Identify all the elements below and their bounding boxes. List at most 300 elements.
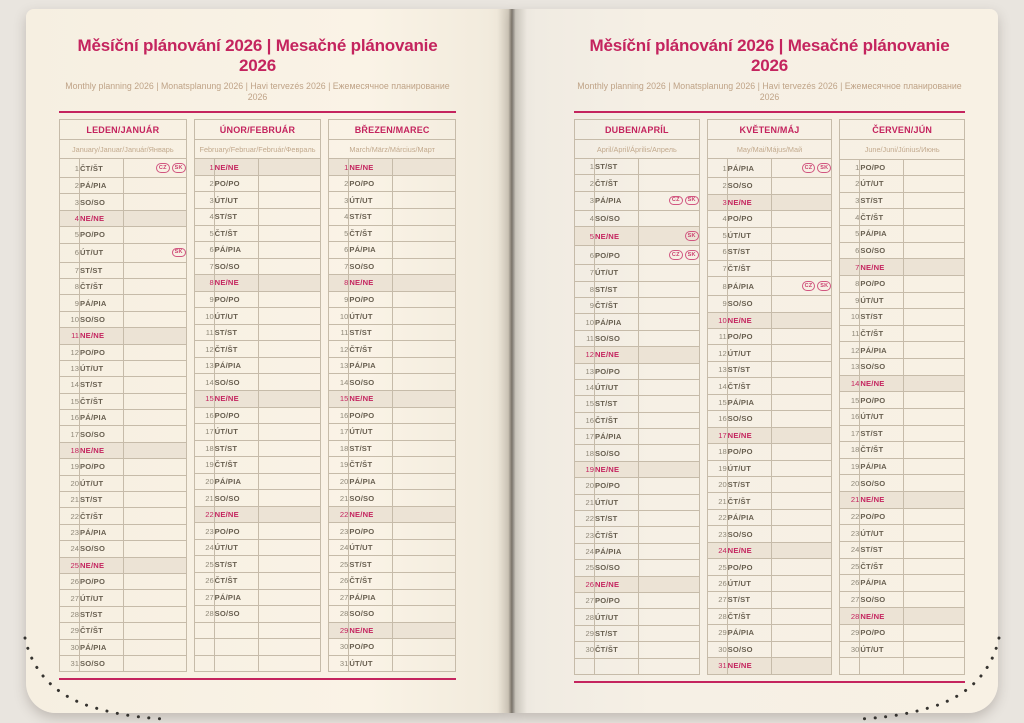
- day-row: [840, 408, 965, 425]
- day-note-cell: [904, 259, 965, 276]
- day-weekday: PO/PO: [80, 344, 124, 360]
- day-note-cell: [393, 655, 456, 672]
- day-number: 31: [60, 655, 80, 671]
- day-weekday: PO/PO: [349, 639, 393, 656]
- day-weekday: ST/ST: [214, 556, 258, 573]
- day-note-cell: [904, 425, 965, 442]
- day-weekday: PO/PO: [727, 211, 771, 227]
- day-weekday: ČT/ŠT: [80, 623, 124, 639]
- day-note-cell: [258, 159, 321, 176]
- day-note-cell: [124, 573, 187, 589]
- day-number: 27: [329, 589, 349, 606]
- day-number: 29: [575, 625, 595, 641]
- day-weekday: SO/SO: [80, 426, 124, 442]
- day-number: 15: [194, 391, 214, 408]
- blank-weekday-cell: [214, 622, 258, 639]
- months-row: [574, 119, 965, 675]
- day-number: 24: [194, 539, 214, 556]
- day-row: [707, 244, 832, 260]
- day-note-cell: [258, 424, 321, 441]
- day-note-cell: [771, 608, 832, 624]
- day-row: [194, 159, 321, 176]
- day-number: 9: [707, 296, 727, 312]
- day-weekday: ÚT/UT: [80, 475, 124, 491]
- day-row: [194, 324, 321, 341]
- day-row: [707, 542, 832, 558]
- day-note-cell: [258, 242, 321, 259]
- day-weekday: SO/SO: [349, 606, 393, 623]
- day-weekday: ČT/ŠT: [595, 412, 639, 428]
- day-note-cell: [393, 341, 456, 358]
- day-note-cell: [904, 458, 965, 475]
- day-weekday: NE/NE: [214, 159, 258, 176]
- day-number: 20: [194, 473, 214, 490]
- day-number: 23: [60, 524, 80, 540]
- day-note-cell: [904, 375, 965, 392]
- page-title: Měsíční plánování 2026 | Mesačné plánovanie 2026: [589, 36, 950, 75]
- day-row: [575, 330, 700, 346]
- day-note-cell: [258, 225, 321, 242]
- day-weekday: NE/NE: [860, 259, 904, 276]
- day-row: [707, 641, 832, 657]
- day-row: [329, 490, 456, 507]
- day-weekday: ST/ST: [349, 209, 393, 226]
- day-weekday: SO/SO: [214, 258, 258, 275]
- day-row: [60, 655, 187, 671]
- day-weekday: PO/PO: [595, 363, 639, 379]
- day-weekday: ST/ST: [214, 324, 258, 341]
- day-number: 23: [840, 525, 860, 542]
- month-table: [328, 119, 456, 672]
- day-weekday: ST/ST: [595, 396, 639, 412]
- day-note-cell: [124, 311, 187, 327]
- day-number: 19: [575, 461, 595, 477]
- day-note-cell: [639, 625, 700, 641]
- day-row: [194, 275, 321, 292]
- day-weekday: ČT/ŠT: [727, 260, 771, 276]
- day-weekday: PO/PO: [727, 444, 771, 460]
- day-row: [329, 573, 456, 590]
- day-note-cell: [124, 262, 187, 278]
- day-weekday: ST/ST: [80, 492, 124, 508]
- day-note-cell: [639, 461, 700, 477]
- day-weekday: SO/SO: [595, 560, 639, 576]
- day-note-cell: [258, 374, 321, 391]
- day-note-cell: [393, 192, 456, 209]
- day-row: [840, 325, 965, 342]
- day-number: 8: [329, 275, 349, 292]
- day-row: [575, 281, 700, 297]
- day-number: 15: [840, 392, 860, 409]
- day-row: [60, 194, 187, 210]
- holiday-badge-cz-icon: CZ: [669, 196, 683, 206]
- day-row: [194, 424, 321, 441]
- day-number: 10: [575, 314, 595, 330]
- day-note-cell: [258, 308, 321, 325]
- day-note-cell: [639, 210, 700, 226]
- day-number: 24: [60, 541, 80, 557]
- day-row: [707, 328, 832, 344]
- day-number: 16: [840, 408, 860, 425]
- day-row: [329, 175, 456, 192]
- day-number: 18: [575, 445, 595, 461]
- day-weekday: NE/NE: [80, 210, 124, 226]
- blank-number-cell: [194, 655, 214, 672]
- day-weekday: ČT/ŠT: [860, 209, 904, 226]
- day-note-cell: [771, 411, 832, 427]
- day-row: [329, 407, 456, 424]
- day-weekday: ČT/ŠT: [595, 642, 639, 658]
- bottom-rule: [574, 681, 965, 683]
- day-note-cell: [393, 473, 456, 490]
- day-note-cell: [124, 295, 187, 311]
- day-row: [575, 625, 700, 641]
- day-number: 4: [840, 209, 860, 226]
- day-weekday: SO/SO: [727, 411, 771, 427]
- day-weekday: PÁ/PIA: [727, 276, 771, 295]
- day-weekday: ČT/ŠT: [349, 457, 393, 474]
- day-number: 2: [194, 175, 214, 192]
- day-note-cell: [639, 265, 700, 281]
- day-note-cell: [124, 227, 187, 243]
- day-note-cell: [124, 178, 187, 194]
- day-row: [329, 192, 456, 209]
- day-weekday: ÚT/UT: [595, 609, 639, 625]
- day-note-cell: [124, 606, 187, 622]
- day-weekday: ČT/ŠT: [214, 225, 258, 242]
- day-note-cell: [124, 278, 187, 294]
- day-number: 18: [329, 440, 349, 457]
- day-number: 13: [60, 360, 80, 376]
- day-weekday: PÁ/PIA: [214, 589, 258, 606]
- day-weekday: SO/SO: [860, 242, 904, 259]
- day-row: [329, 539, 456, 556]
- day-note-cell: [124, 475, 187, 491]
- day-weekday: SO/SO: [727, 178, 771, 194]
- day-row: [60, 393, 187, 409]
- day-weekday: SO/SO: [860, 475, 904, 492]
- day-weekday: NE/NE: [727, 427, 771, 443]
- day-weekday: ČT/ŠT: [349, 341, 393, 358]
- day-row: [575, 478, 700, 494]
- day-note-cell: [771, 296, 832, 312]
- day-weekday: ÚT/UT: [595, 265, 639, 281]
- day-weekday: NE/NE: [727, 542, 771, 558]
- day-weekday: ÚT/UT: [595, 379, 639, 395]
- day-weekday: ST/ST: [349, 556, 393, 573]
- day-number: 30: [329, 639, 349, 656]
- day-number: 14: [60, 377, 80, 393]
- day-number: 20: [707, 477, 727, 493]
- day-note-cell: [258, 391, 321, 408]
- day-row: [194, 506, 321, 523]
- day-note-cell: [904, 192, 965, 209]
- day-weekday: ÚT/UT: [727, 460, 771, 476]
- holiday-badge-cz-icon: CZ: [802, 281, 816, 291]
- day-number: 8: [575, 281, 595, 297]
- day-number: 1: [194, 159, 214, 176]
- day-note-cell: [639, 297, 700, 313]
- day-note-cell: [393, 457, 456, 474]
- month-table: [59, 119, 187, 672]
- day-row: [840, 591, 965, 608]
- day-weekday: ČT/ŠT: [595, 175, 639, 191]
- month-name: DUBEN/APRÍL: [575, 120, 700, 140]
- day-weekday: ÚT/UT: [349, 539, 393, 556]
- blank-number-cell: [194, 622, 214, 639]
- holiday-badge-cz-icon: CZ: [802, 163, 816, 173]
- day-note-cell: [258, 341, 321, 358]
- day-row: [194, 258, 321, 275]
- day-row: [575, 297, 700, 313]
- day-note-cell: [771, 244, 832, 260]
- day-row: [575, 527, 700, 543]
- blank-note-cell: [904, 658, 965, 675]
- day-row: [575, 412, 700, 428]
- day-number: 28: [60, 606, 80, 622]
- day-row: [60, 442, 187, 458]
- day-number: 2: [707, 178, 727, 194]
- day-weekday: ÚT/UT: [860, 176, 904, 193]
- day-weekday: NE/NE: [860, 375, 904, 392]
- day-row: [707, 312, 832, 328]
- day-number: 14: [575, 379, 595, 395]
- day-row: [707, 260, 832, 276]
- month-name: KVĚTEN/MÁJ: [707, 120, 832, 140]
- day-note-cell: [639, 246, 700, 265]
- day-weekday: ST/ST: [860, 541, 904, 558]
- day-row: [707, 608, 832, 624]
- day-number: 27: [707, 592, 727, 608]
- day-note-cell: [904, 625, 965, 642]
- day-row: [575, 592, 700, 608]
- day-note-cell: [639, 363, 700, 379]
- day-note-cell: [393, 275, 456, 292]
- day-note-cell: [771, 444, 832, 460]
- day-weekday: PO/PO: [80, 227, 124, 243]
- day-weekday: PÁ/PIA: [349, 357, 393, 374]
- day-note-cell: [393, 209, 456, 226]
- day-weekday: PO/PO: [349, 175, 393, 192]
- day-weekday: ČT/ŠT: [727, 378, 771, 394]
- day-number: 5: [60, 227, 80, 243]
- day-weekday: SO/SO: [80, 194, 124, 210]
- day-note-cell: [124, 360, 187, 376]
- day-row: [575, 560, 700, 576]
- day-row: [329, 324, 456, 341]
- day-row: [194, 192, 321, 209]
- day-weekday: ÚT/UT: [80, 243, 124, 262]
- day-number: 2: [840, 176, 860, 193]
- day-note-cell: [124, 459, 187, 475]
- day-row: [707, 194, 832, 210]
- day-note-cell: [258, 589, 321, 606]
- day-number: 21: [707, 493, 727, 509]
- month-name: ÚNOR/FEBRUÁR: [194, 120, 321, 140]
- day-row: [60, 410, 187, 426]
- day-number: 30: [840, 641, 860, 658]
- day-row: [60, 377, 187, 393]
- day-row: [194, 490, 321, 507]
- day-row: [575, 543, 700, 559]
- day-row: [60, 227, 187, 243]
- day-weekday: PO/PO: [80, 459, 124, 475]
- day-weekday: ÚT/UT: [214, 308, 258, 325]
- day-row: [60, 606, 187, 622]
- day-weekday: PO/PO: [860, 275, 904, 292]
- day-note-cell: [771, 658, 832, 675]
- day-weekday: PÁ/PIA: [214, 242, 258, 259]
- day-weekday: ST/ST: [214, 440, 258, 457]
- day-row: [575, 429, 700, 445]
- day-number: 5: [840, 226, 860, 243]
- day-note-cell: [639, 560, 700, 576]
- day-weekday: NE/NE: [349, 275, 393, 292]
- day-row: [575, 363, 700, 379]
- day-row: [60, 492, 187, 508]
- day-number: 21: [575, 494, 595, 510]
- day-row: [60, 573, 187, 589]
- blank-note-cell: [258, 655, 321, 672]
- day-weekday: ÚT/UT: [349, 655, 393, 672]
- page-title: Měsíční plánování 2026 | Mesačné plánovanie 2026: [77, 36, 438, 75]
- month-table: [574, 119, 700, 675]
- day-row: [60, 459, 187, 475]
- day-row: [194, 175, 321, 192]
- day-weekday: SO/SO: [595, 445, 639, 461]
- day-weekday: PO/PO: [214, 407, 258, 424]
- month-languages: February/Februar/Február/Февраль: [194, 140, 321, 159]
- day-note-cell: [124, 393, 187, 409]
- day-row: [329, 457, 456, 474]
- month-table: [707, 119, 833, 675]
- day-note-cell: [904, 209, 965, 226]
- day-number: 10: [707, 312, 727, 328]
- day-weekday: PO/PO: [727, 559, 771, 575]
- day-row: [194, 341, 321, 358]
- day-row: [329, 639, 456, 656]
- day-note-cell: [904, 641, 965, 658]
- day-weekday: NE/NE: [80, 442, 124, 458]
- day-note-cell: [904, 325, 965, 342]
- blank-row: [194, 655, 321, 672]
- day-number: 19: [329, 457, 349, 474]
- holiday-badge-sk-icon: SK: [172, 163, 186, 173]
- blank-weekday-cell: [214, 655, 258, 672]
- day-row: [575, 347, 700, 363]
- day-row: [329, 506, 456, 523]
- day-row: [60, 623, 187, 639]
- day-weekday: PO/PO: [214, 291, 258, 308]
- day-note-cell: [124, 508, 187, 524]
- day-weekday: NE/NE: [349, 506, 393, 523]
- day-row: [60, 541, 187, 557]
- day-number: 20: [329, 473, 349, 490]
- day-row: [840, 575, 965, 592]
- day-row: [329, 589, 456, 606]
- day-weekday: ST/ST: [80, 606, 124, 622]
- day-note-cell: [258, 407, 321, 424]
- day-number: 2: [575, 175, 595, 191]
- day-weekday: ÚT/UT: [860, 641, 904, 658]
- day-row: [329, 242, 456, 259]
- day-note-cell: [393, 490, 456, 507]
- day-weekday: PO/PO: [595, 478, 639, 494]
- day-row: [60, 590, 187, 606]
- page-right: [512, 9, 998, 713]
- day-weekday: PO/PO: [595, 592, 639, 608]
- day-weekday: ÚT/UT: [349, 424, 393, 441]
- day-number: 5: [707, 227, 727, 243]
- day-weekday: SO/SO: [860, 591, 904, 608]
- day-number: 28: [707, 608, 727, 624]
- day-note-cell: [393, 175, 456, 192]
- day-weekday: ST/ST: [727, 361, 771, 377]
- day-weekday: ST/ST: [595, 511, 639, 527]
- day-number: 16: [194, 407, 214, 424]
- day-weekday: PÁ/PIA: [80, 295, 124, 311]
- day-row: [840, 176, 965, 193]
- day-weekday: ST/ST: [349, 440, 393, 457]
- day-weekday: SO/SO: [727, 526, 771, 542]
- day-weekday: PÁ/PIA: [595, 314, 639, 330]
- day-note-cell: [904, 492, 965, 509]
- day-number: 3: [194, 192, 214, 209]
- day-row: [329, 308, 456, 325]
- day-number: 17: [194, 424, 214, 441]
- day-note-cell: [393, 391, 456, 408]
- day-number: 10: [60, 311, 80, 327]
- day-note-cell: [639, 478, 700, 494]
- day-number: 11: [840, 325, 860, 342]
- day-note-cell: [771, 592, 832, 608]
- day-note-cell: [771, 575, 832, 591]
- blank-row: [575, 658, 700, 674]
- day-weekday: PO/PO: [349, 407, 393, 424]
- day-number: 15: [575, 396, 595, 412]
- day-number: 22: [60, 508, 80, 524]
- day-weekday: NE/NE: [595, 227, 639, 246]
- day-weekday: PO/PO: [349, 523, 393, 540]
- day-note-cell: [639, 412, 700, 428]
- day-number: 14: [194, 374, 214, 391]
- day-weekday: PÁ/PIA: [595, 429, 639, 445]
- day-weekday: PO/PO: [860, 159, 904, 176]
- day-note-cell: [639, 494, 700, 510]
- month-name: LEDEN/JANUÁR: [60, 120, 187, 140]
- day-number: 10: [840, 309, 860, 326]
- day-number: 5: [575, 227, 595, 246]
- day-row: [707, 178, 832, 194]
- day-note-cell: [124, 377, 187, 393]
- day-number: 28: [194, 606, 214, 623]
- day-number: 21: [329, 490, 349, 507]
- day-weekday: ÚT/UT: [727, 345, 771, 361]
- day-number: 16: [329, 407, 349, 424]
- day-row: [707, 276, 832, 295]
- day-note-cell: [771, 493, 832, 509]
- day-number: 2: [329, 175, 349, 192]
- day-number: 11: [329, 324, 349, 341]
- day-note-cell: [124, 442, 187, 458]
- day-number: 3: [840, 192, 860, 209]
- day-row: [707, 625, 832, 641]
- month-languages: May/Mai/Május/Май: [707, 140, 832, 159]
- day-row: [840, 492, 965, 509]
- day-row: [707, 159, 832, 178]
- day-number: 22: [575, 511, 595, 527]
- top-rule: [574, 111, 965, 113]
